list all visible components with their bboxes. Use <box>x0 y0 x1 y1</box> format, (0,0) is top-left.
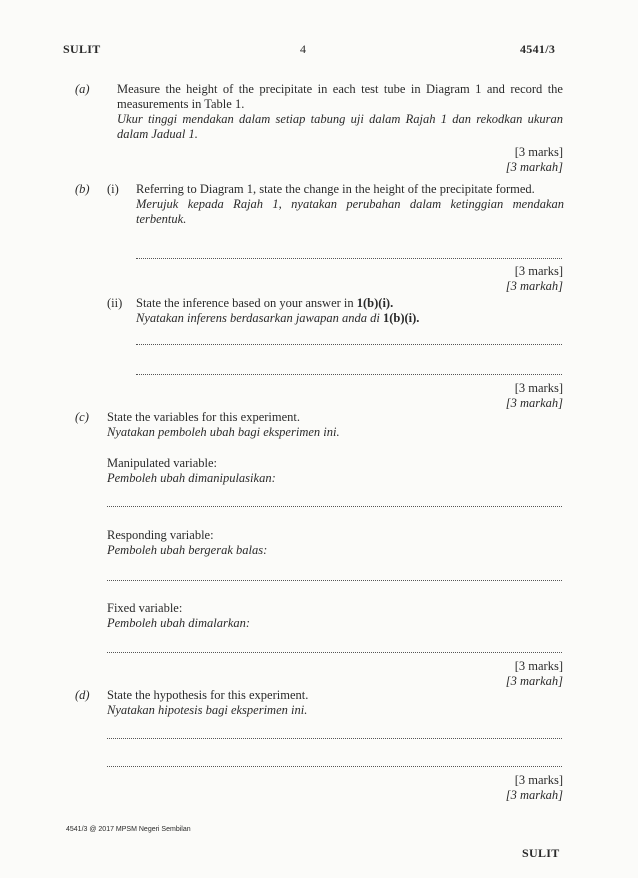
hypothesis-answer-line[interactable] <box>107 738 562 739</box>
hypothesis-answer-line[interactable] <box>107 766 562 767</box>
fixed-malay: Pemboleh ubah dimalarkan: <box>107 616 251 630</box>
question-d-english: State the hypothesis for this experiment. <box>107 688 309 702</box>
responding-english: Responding variable: <box>107 528 214 542</box>
responding-malay: Pemboleh ubah bergerak balas: <box>107 543 268 557</box>
answer-line[interactable] <box>136 258 562 259</box>
manipulated-english: Manipulated variable: <box>107 456 218 470</box>
marks-english: [3 marks] <box>514 381 563 395</box>
question-c-marks <box>440 659 563 689</box>
question-b-i-marks <box>440 264 563 294</box>
manipulated-malay: Pemboleh ubah dimanipulasikan: <box>107 471 276 485</box>
question-b-ii-malay <box>136 311 564 326</box>
marks-malay: [3 markah] <box>505 160 563 174</box>
marks-english: [3 marks] <box>514 659 563 673</box>
question-a-text <box>117 82 563 142</box>
question-a-label: (a) <box>75 82 90 96</box>
footer-copyright: 4541/3 @ 2017 MPSM Negeri Sembilan <box>66 826 191 833</box>
marks-english: [3 marks] <box>514 264 563 278</box>
header-sulit: SULIT <box>63 42 101 56</box>
question-b-i-malay: Merujuk kepada Rajah 1, nyatakan perubahan dalam ketinggian mendakan terbentuk. <box>136 197 564 226</box>
responding-answer-line[interactable] <box>107 580 562 581</box>
manipulated-answer-line[interactable] <box>107 506 562 507</box>
question-d-label: (d) <box>75 688 90 702</box>
marks-english: [3 marks] <box>514 145 563 159</box>
question-b-ii-text <box>136 296 564 326</box>
fixed-english: Fixed variable: <box>107 601 183 615</box>
question-c-english: State the variables for this experiment. <box>107 410 300 424</box>
marks-malay: [3 markah] <box>505 279 563 293</box>
question-b-i-english: Referring to Diagram 1, state the change in the height of the precipitate formed. <box>136 182 535 196</box>
question-b-ii-english-text: State the inference based on your answer in <box>136 296 357 310</box>
question-b-ii-english-ref: 1(b)(i). <box>356 296 394 310</box>
question-c-label: (c) <box>75 410 89 424</box>
marks-malay: [3 markah] <box>505 788 563 802</box>
header-page-number: 4 <box>300 42 307 56</box>
marks-malay: [3 markah] <box>505 674 563 688</box>
footer-sulit: SULIT <box>522 846 560 860</box>
question-a-malay: Ukur tinggi mendakan dalam setiap tabung uji dalam Rajah 1 dan rekodkan ukuran dalam Jadual 1. <box>117 112 563 141</box>
question-b-i-label: (i) <box>107 182 119 196</box>
question-a-english: Measure the height of the precipitate in each test tube in Diagram 1 and record the measurements in Table 1. <box>117 82 563 111</box>
fixed-answer-line[interactable] <box>107 652 562 653</box>
marks-malay: [3 markah] <box>505 396 563 410</box>
manipulated-variable-label <box>107 456 276 486</box>
answer-line[interactable] <box>136 344 562 345</box>
question-c-text <box>107 410 563 440</box>
question-a-marks <box>440 145 563 175</box>
question-b-label: (b) <box>75 182 90 196</box>
question-b-ii-malay-ref: 1(b)(i). <box>382 311 420 325</box>
responding-variable-label <box>107 528 267 558</box>
question-b-ii-malay-text: Nyatakan inferens berdasarkan jawapan anda di <box>136 311 383 325</box>
question-c-malay: Nyatakan pemboleh ubah bagi eksperimen ini. <box>107 425 340 439</box>
fixed-variable-label <box>107 601 250 631</box>
question-d-text <box>107 688 563 718</box>
answer-line[interactable] <box>136 374 562 375</box>
question-b-ii-english <box>136 296 564 311</box>
header-paper-code: 4541/3 <box>520 42 556 56</box>
question-b-ii-label: (ii) <box>107 296 123 310</box>
question-b-i-text <box>136 182 564 227</box>
question-d-marks <box>440 773 563 803</box>
marks-english: [3 marks] <box>514 773 563 787</box>
question-d-malay: Nyatakan hipotesis bagi eksperimen ini. <box>107 703 308 717</box>
question-b-ii-marks <box>440 381 563 411</box>
